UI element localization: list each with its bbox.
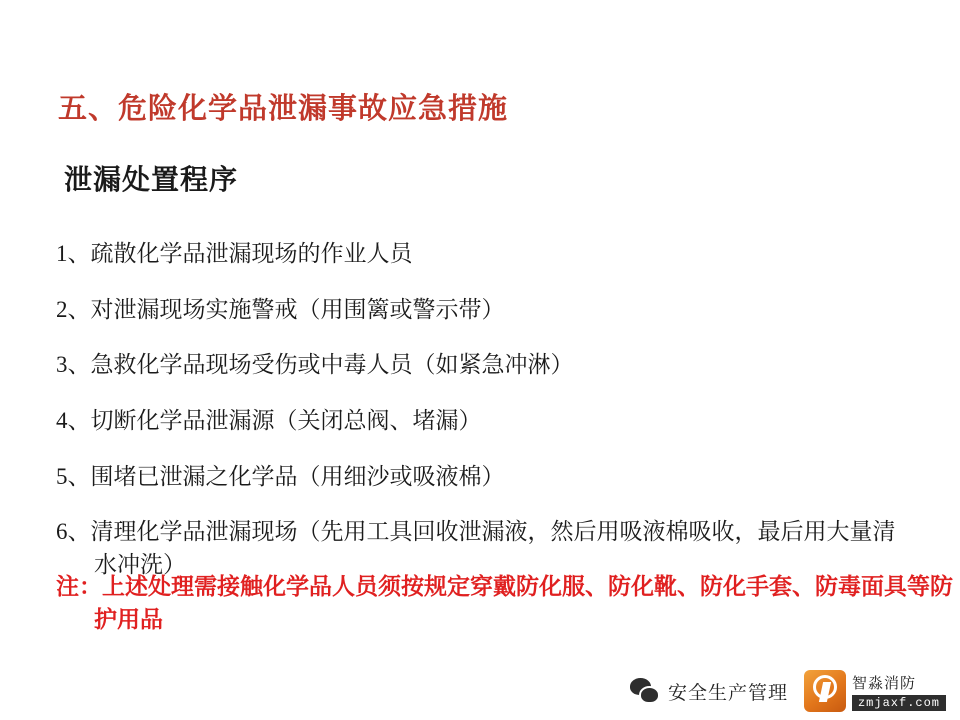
list-item-text: 2、对泄漏现场实施警戒（用围篱或警示带） (56, 296, 505, 322)
list-item-text: 5、围堵已泄漏之化学品（用细沙或吸液棉） (56, 463, 505, 489)
logo-text-group (852, 672, 946, 711)
page-title: 五、危险化学品泄漏事故应急措施 (58, 93, 509, 125)
wechat-account-badge (630, 678, 788, 705)
company-website: zmjaxf.com (852, 695, 946, 711)
list-item (56, 405, 916, 438)
wechat-icon (630, 678, 660, 704)
list-item-text: 3、急救化学品现场受伤或中毒人员（如紧急冲淋） (56, 352, 574, 378)
list-item-text: 4、切断化学品泄漏源（关闭总阀、堵漏） (56, 407, 482, 433)
company-logo (804, 670, 946, 712)
footer-branding (630, 670, 946, 712)
warning-note (56, 570, 960, 637)
list-item (56, 461, 916, 494)
company-name: 智淼消防 (851, 674, 916, 692)
list-item (56, 349, 916, 382)
list-item (56, 238, 916, 271)
warning-note-text: 注：上述处理需接触化学品人员须按规定穿戴防化服、防化靴、防化手套、防毒面具等防护用品 (56, 574, 953, 633)
list-item (56, 294, 916, 327)
section-subtitle: 泄漏处置程序 (64, 165, 239, 196)
wechat-account-name: 安全生产管理 (667, 682, 788, 704)
list-item-text: 1、疏散化学品泄漏现场的作业人员 (56, 241, 413, 266)
list-item-text: 6、清理化学品泄漏现场（先用工具回收泄漏液，然后用吸液棉吸收，最后用大量清水冲洗） (56, 519, 896, 577)
flame-shield-logo-icon (804, 670, 846, 712)
procedure-list (56, 238, 916, 605)
